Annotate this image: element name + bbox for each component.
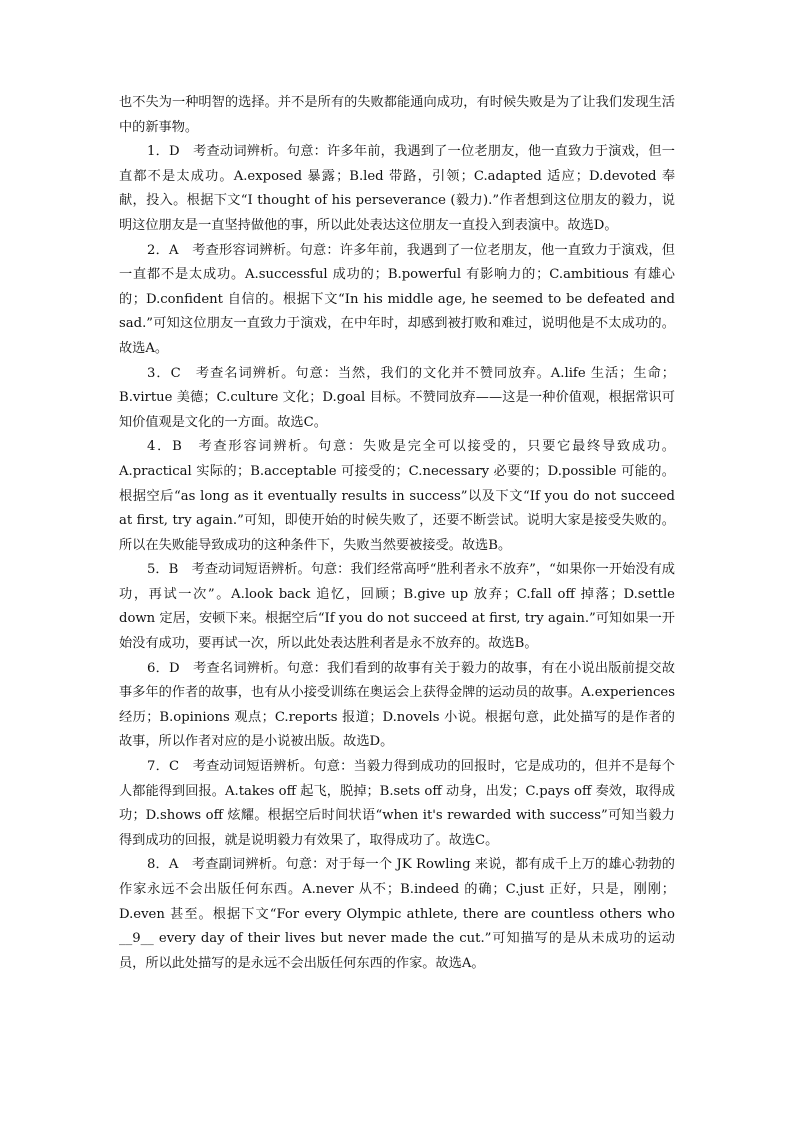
explanation-q8: 8．A 考查副词辨析。句意：对于每一个 JK Rowling 来说，都有成千上万的雄心勃勃的作家永远不会出版任何东西。A.never 从不；B.indeed 的确；C.just 正好，只是，刚刚；D.even 甚至。根据下文“For every Olympic athlete, there are countless others who __9__ every day of their lives but never made the cut.”可知描写的是从未成功的运动员，所以此处描写的是永远不会出版任何东西的作家。故选A。	[119, 857, 675, 971]
explanation-q5: 5．B 考查动词短语辨析。句意：我们经常高呼“胜利者永不放弃”，“如果你一开始没有成功，再试一次”。A.look back 追忆，回顾；B.give up 放弃；C.fall off 掉落；D.settle down 定居，安顿下来。根据空后“If you do not succeed at first, try again.”可知如果一开始没有成功，要再试一次，所以此处表达胜利者是永不放弃的。故选B。	[119, 562, 675, 652]
explanation-q6: 6．D 考查名词辨析。句意：我们看到的故事有关于毅力的故事，有在小说出版前提交故事多年的作者的故事，也有从小接受训练在奥运会上获得金牌的运动员的故事。A.experiences 经历；B.opinions 观点；C.reports 报道；D.novels 小说。根据句意，此处描写的是作者的故事，所以作者对应的是小说被出版。故选D。	[119, 660, 675, 750]
explanation-q3: 3．C 考查名词辨析。句意：当然，我们的文化并不赞同放弃。A.life 生活；生命；B.virtue 美德；C.culture 文化；D.goal 目标。不赞同放弃——这是一种价值观，根据常识可知价值观是文化的一方面。故选C。	[119, 365, 675, 430]
explanation-q4: 4．B 考查形容词辨析。句意：失败是完全可以接受的，只要它最终导致成功。A.practical 实际的；B.acceptable 可接受的；C.necessary 必要的；D.possible 可能的。根据空后“as long as it eventually results in success”以及下文“If you do not succeed at first, try again.”可知，即使开始的时候失败了，还要不断尝试。说明大家是接受失败的。所以在失败能导致成功的这种条件下，失败当然要被接受。故选B。	[119, 439, 675, 553]
intro-paragraph: 也不失为一种明智的选择。并不是所有的失败都能通向成功，有时候失败是为了让我们发现生活中的新事物。	[119, 95, 675, 135]
answer-explanation-page	[119, 91, 675, 976]
explanation-q1: 1．D 考查动词辨析。句意：许多年前，我遇到了一位老朋友，他一直致力于演戏，但一直都不是太成功。A.exposed 暴露；B.led 带路，引领；C.adapted 适应；D.devoted 奉献，投入。根据下文“I thought of his perseverance (毅力).”作者想到这位朋友的毅力，说明这位朋友是一直坚持做他的事，所以此处表达这位朋友一直投入到表演中。故选D。	[119, 144, 675, 233]
explanation-q7: 7．C 考查动词短语辨析。句意：当毅力得到成功的回报时，它是成功的，但并不是每个人都能得到回报。A.takes off 起飞，脱掉；B.sets off 动身，出发；C.pays off 奏效，取得成功；D.shows off 炫耀。根据空后时间状语“when it's rewarded with success”可知当毅力得到成功的回报，就是说明毅力有效果了，取得成功了。故选C。	[119, 759, 675, 848]
explanation-q2: 2．A 考查形容词辨析。句意：许多年前，我遇到了一位老朋友，他一直致力于演戏，但一直都不是太成功。A.successful 成功的；B.powerful 有影响力的；C.ambitious 有雄心的；D.confident 自信的。根据下文“In his middle age, he seemed to be defeated and sad.”可知这位朋友一直致力于演戏，在中年时，却感到被打败和难过，说明他是不太成功的。故选A。	[119, 242, 675, 356]
